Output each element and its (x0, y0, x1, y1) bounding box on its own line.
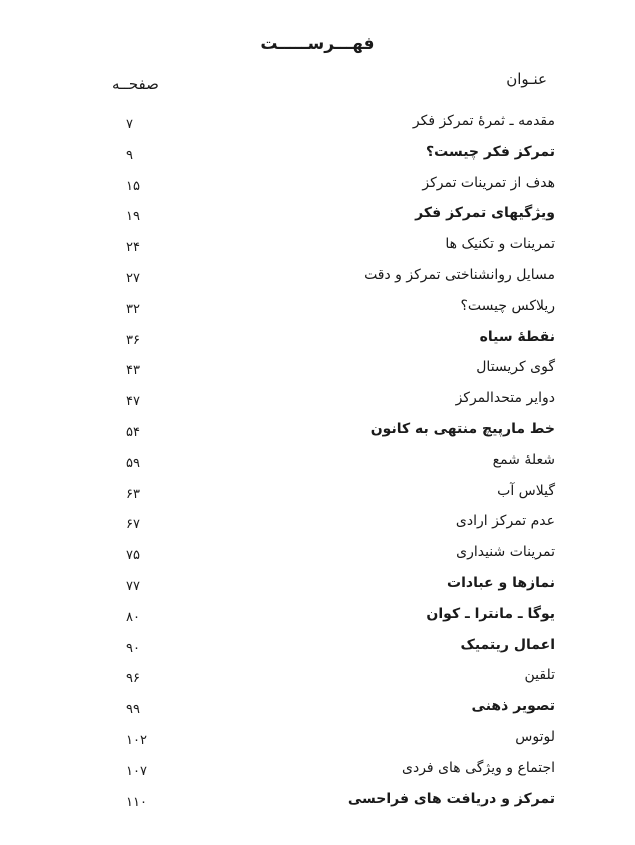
toc-entry-page: ۹۹ (126, 702, 140, 718)
toc-entry-page: ۲۷ (126, 270, 140, 286)
toc-entry-title: گیلاس آب (497, 482, 555, 499)
toc-entry-title: شعلۀ شمع (492, 451, 555, 468)
toc-entry-page: ۱۹ (126, 209, 140, 225)
toc-entry (0, 108, 635, 139)
toc-entry (0, 139, 635, 170)
page-title: فهـــرســـــت (260, 34, 375, 54)
toc-entry-page: ۴۳ (126, 363, 140, 379)
toc-entry-page: ۳۶ (126, 332, 140, 348)
toc-entry-page: ۹ (126, 147, 133, 163)
toc-entry-page: ۸۰ (126, 609, 140, 625)
page-column-header: صفحــه (112, 75, 159, 93)
toc-entry (0, 786, 635, 817)
toc-entry-page: ۷ (126, 117, 133, 132)
toc-entry (0, 755, 635, 786)
toc-entry (0, 447, 635, 478)
toc-entry (0, 601, 635, 632)
toc-entry-title: تمرکز فکر چیست؟ (426, 143, 555, 160)
toc-entry (0, 570, 635, 601)
toc-entry-page: ۵۹ (126, 455, 140, 471)
toc-entry (0, 354, 635, 385)
toc-entry (0, 508, 635, 539)
toc-entry (0, 724, 635, 755)
toc-entry (0, 478, 635, 509)
toc-entry-page: ۹۶ (126, 671, 140, 687)
toc-entry-title: هدف از تمرینات تمرکز (422, 174, 555, 191)
toc-entry (0, 293, 635, 324)
toc-entry-title: خط مارپیچ منتهی به کانون (370, 420, 555, 437)
title-column-header: عنـوان (506, 70, 547, 88)
toc-entry-title: مسایل روانشناختی تمرکز و دقت (364, 266, 555, 283)
toc-entry (0, 324, 635, 355)
toc-entry-page: ۷۷ (126, 578, 140, 594)
toc-entry-title: ویژگیهای تمرکز فکر (415, 205, 555, 222)
toc-entry-title: تمرکز و دریافت های فراحسی (347, 790, 555, 807)
toc-entry-page: ۱۵ (126, 178, 140, 194)
toc-entry-page: ۹۰ (126, 640, 140, 656)
toc-entry-page: ۱۰۷ (126, 763, 147, 779)
toc-entry (0, 539, 635, 570)
toc-entry-title: اعمال ریتمیک (460, 636, 555, 653)
toc-entry (0, 200, 635, 231)
toc-entry-page: ۷۵ (126, 548, 140, 564)
toc-entry (0, 231, 635, 262)
toc-entry-page: ۶۷ (126, 517, 140, 533)
toc-entry (0, 385, 635, 416)
toc-entry-title: تلقین (524, 667, 555, 684)
toc-entry-title: عدم تمرکز ارادی (455, 513, 555, 530)
toc-entry-title: یوگا ـ مانترا ـ کوان (426, 605, 555, 622)
toc-entry-page: ۵۴ (126, 424, 140, 440)
toc-entry (0, 632, 635, 663)
toc-list (0, 108, 635, 816)
toc-entry (0, 416, 635, 447)
toc-entry-title: مقدمه ـ ثمرۀ تمرکز فکر (412, 113, 555, 129)
toc-entry-page: ۶۳ (126, 486, 140, 502)
toc-entry-title: نقطۀ سیاه (479, 328, 555, 345)
toc-entry-page: ۴۷ (126, 394, 140, 410)
toc-entry-title: دوایر متحدالمرکز (455, 390, 555, 407)
toc-entry-title: تمرینات شنیداری (456, 544, 555, 561)
toc-entry (0, 693, 635, 724)
toc-entry-page: ۱۱۰ (126, 794, 147, 810)
toc-entry-page: ۲۴ (126, 240, 140, 256)
toc-entry-title: لوتوس (515, 728, 555, 745)
toc-entry-title: نمازها و عبادات (447, 574, 555, 591)
toc-entry-title: ریلاکس چیست؟ (460, 297, 555, 314)
toc-entry-title: اجتماع و ویژگی های فردی (402, 759, 555, 776)
toc-entry-page: ۱۰۲ (126, 732, 147, 748)
toc-entry-title: تصویر ذهنی (471, 698, 555, 715)
toc-entry-title: گوی کریستال (476, 359, 555, 376)
toc-entry (0, 662, 635, 693)
toc-entry-title: تمرینات و تکنیک ها (445, 236, 555, 253)
toc-entry-page: ۳۲ (126, 301, 140, 317)
toc-entry (0, 170, 635, 201)
toc-entry (0, 262, 635, 293)
